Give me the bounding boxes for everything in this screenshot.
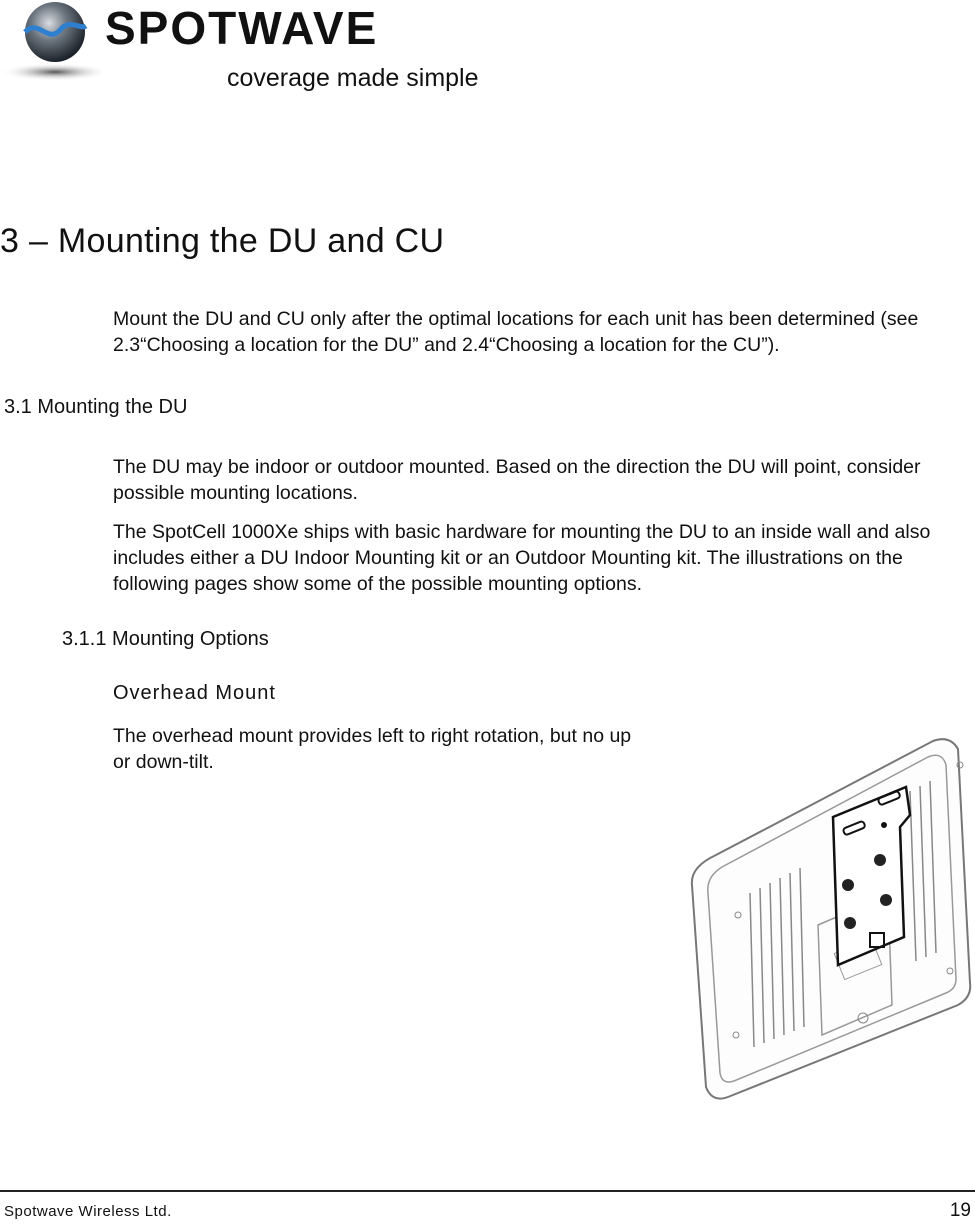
logo-tagline: coverage made simple xyxy=(227,64,479,92)
subsection-paragraph-2: The SpotCell 1000Xe ships with basic hardware for mounting the DU to an inside wall and also includes either a DU Indoor Mounting kit or an Outdoor Mounting kit. The illustrations on the following pages show some of the possible mounting options. xyxy=(113,521,931,595)
footer-divider xyxy=(0,1190,975,1192)
subsection-title: 3.1 Mounting the DU xyxy=(4,396,188,418)
subsubsection-title: 3.1.1 Mounting Options xyxy=(62,628,269,650)
subsection-paragraph-1: The DU may be indoor or outdoor mounted. Based on the direction the DU will point, consider possible mounting locations. xyxy=(113,456,921,504)
overhead-mount-heading: Overhead Mount xyxy=(113,682,276,704)
section-title: 3 – Mounting the DU and CU xyxy=(0,222,445,260)
logo-wordmark: SPOTWAVE xyxy=(105,2,379,54)
page-number: 19 xyxy=(949,1200,971,1221)
spotwave-logo xyxy=(0,0,495,95)
du-overhead-mount-illustration xyxy=(688,735,973,1105)
section-intro: Mount the DU and CU only after the optimal locations for each unit has been determined (see 2.3“Choosing a location for the DU” and 2.4“Choosing a location for the CU”). xyxy=(113,308,919,356)
overhead-mount-description: The overhead mount provides left to right rotation, but no up or down-tilt. xyxy=(113,725,632,773)
footer-company: Spotwave Wireless Ltd. xyxy=(4,1203,172,1220)
